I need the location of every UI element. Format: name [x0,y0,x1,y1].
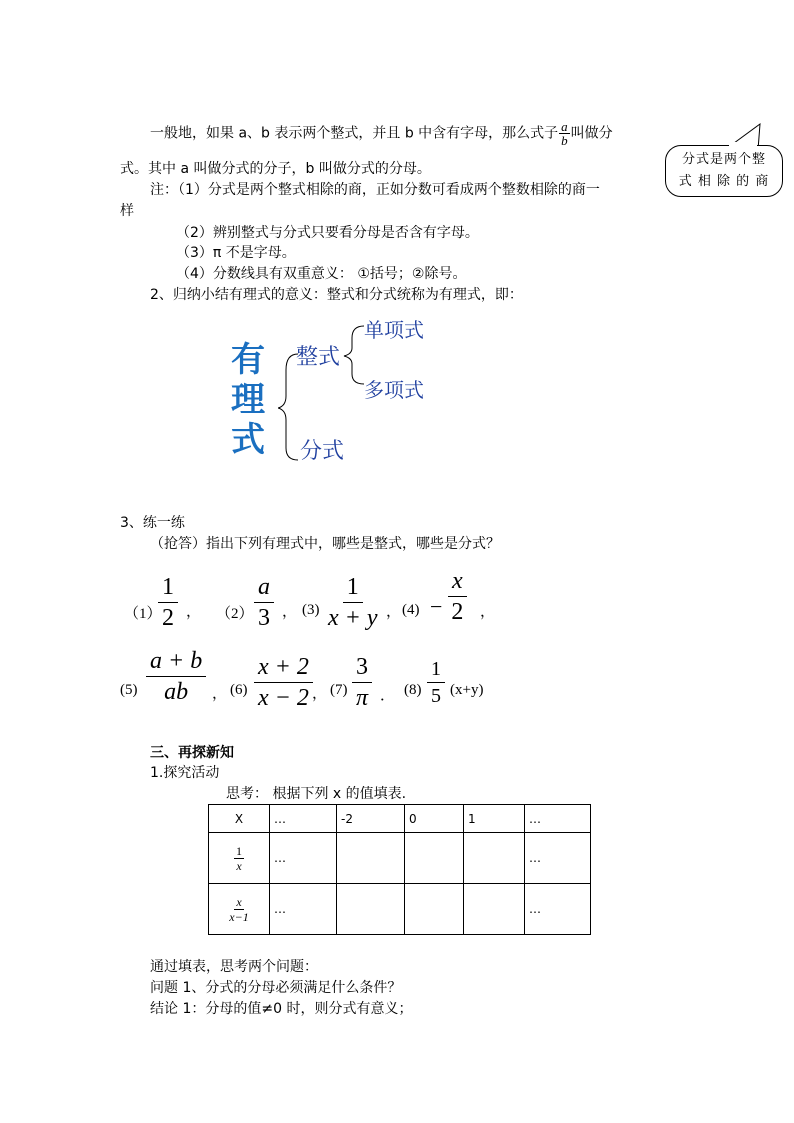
item-7-fraction: $\frac{3}{\pi}$ [352,654,372,711]
item-7-sep: ． [380,688,396,704]
section-heading: 三、再探新知 [150,745,234,761]
table-cell[interactable]: … [525,884,591,935]
table-cell: 0 [405,805,464,833]
exercise-heading: 3、练一练 [120,515,185,531]
item-5-sep: ， [212,686,228,702]
table-cell[interactable] [405,833,464,884]
table-cell[interactable] [464,884,525,935]
row-2-expression: $\frac{x}{x-1}$ [229,894,249,924]
item-8-label: (8) [404,682,422,698]
label-danxiangshi: 单项式 [364,318,424,342]
item-6-sep: ， [312,686,328,702]
definition-line-1 [150,120,613,147]
table-cell [209,833,270,884]
table-cell[interactable] [405,884,464,935]
value-table [208,804,591,935]
label-zhengshi: 整式 [296,345,341,370]
item-1-fraction: $\frac{1}{2}$ [158,574,178,631]
table-cell[interactable]: … [525,833,591,884]
item-4-sep: ， [480,604,496,620]
item-2-label: （2） [216,606,254,622]
label-fenshi: 分式 [300,439,345,464]
item-8-fraction: $\frac{1}{5}$ [427,658,445,707]
table-cell: X [209,805,270,833]
item-4-sign: − [430,594,443,619]
item-4-label: (4) [402,602,420,618]
table-cell[interactable]: … [270,884,337,935]
table-cell[interactable] [337,833,405,884]
table-cell [209,884,270,935]
item-4-fraction: $\frac{x}{2}$ [448,568,467,625]
table-cell: 1 [464,805,525,833]
after-line-1: 通过填表，思考两个问题： [150,959,318,975]
item-2-sep: ， [282,604,298,620]
table-cell[interactable] [337,884,405,935]
item-5-fraction: $\frac{a + b}{ab}$ [146,648,206,705]
think-prompt: 思考： 根据下列 x 的值填表. [226,786,407,802]
item-5-label: (5) [120,682,138,698]
item-7-label: (7) [330,682,348,698]
definition-text: 一般地，如果 a、b 表示两个整式，并且 b 中含有字母，那么式子 [150,125,559,142]
summary-line: 2、归纳小结有理式的意义：整式和分式统称为有理式，即： [150,287,523,303]
label-duoxiangshi: 多项式 [364,378,424,402]
item-3-sep: ， [386,604,402,620]
row-1-expression: $\frac{1}{x}$ [236,843,242,873]
item-1-sep: ， [186,604,202,620]
item-3-label: (3) [302,602,320,618]
table-cell: … [525,805,591,833]
root-char-1: 有 [231,340,265,380]
callout-bubble [665,145,783,197]
item-2-fraction: $\frac{a}{3}$ [254,574,274,631]
note-2: （2）辨别整式与分式只要看分母是否含有字母。 [176,225,479,241]
item-8-suffix: (x+y) [450,682,484,698]
exercise-question: （抢答）指出下列有理式中，哪些是整式，哪些是分式？ [150,536,500,552]
root-char-2: 理 [231,380,265,420]
table-cell[interactable]: … [270,833,337,884]
note-1-line-2: 样 [120,203,134,219]
table-cell: … [270,805,337,833]
diagram-root [228,340,268,460]
after-line-3: 结论 1：分母的值≠0 时，则分式有意义； [150,1001,413,1017]
root-char-3: 式 [231,420,265,460]
item-6-fraction: $\frac{x + 2}{x - 2}$ [254,654,313,711]
item-1-label: （1） [124,606,162,622]
activity-title: 1.探究活动 [150,765,220,781]
note-1-line-1: 注：（1）分式是两个整式相除的商，正如分数可看成两个整数相除的商一 [150,182,600,198]
callout-line-2: 式 相 除 的 商 [678,174,770,189]
table-cell: -2 [337,805,405,833]
item-6-label: (6) [230,682,248,698]
after-line-2: 问题 1、分式的分母必须满足什么条件？ [150,980,402,996]
definition-line-2: 式。其中 a 叫做分式的分子，b 叫做分式的分母。 [120,161,431,177]
callout-line-1: 分式是两个整 [681,152,766,167]
note-3: （3）π 不是字母。 [176,245,296,261]
callout-tail-cover [728,140,760,148]
fraction-a-over-b: $\frac{a}{b}$ [561,119,568,148]
definition-text-end: 叫做分 [570,125,613,142]
table-row [209,833,591,884]
item-3-fraction: $\frac{1}{x + y}$ [328,574,378,631]
table-cell[interactable] [464,833,525,884]
table-row [209,884,591,935]
table-row [209,805,591,833]
note-4: （4）分数线具有双重意义： ①括号；②除号。 [176,266,467,282]
